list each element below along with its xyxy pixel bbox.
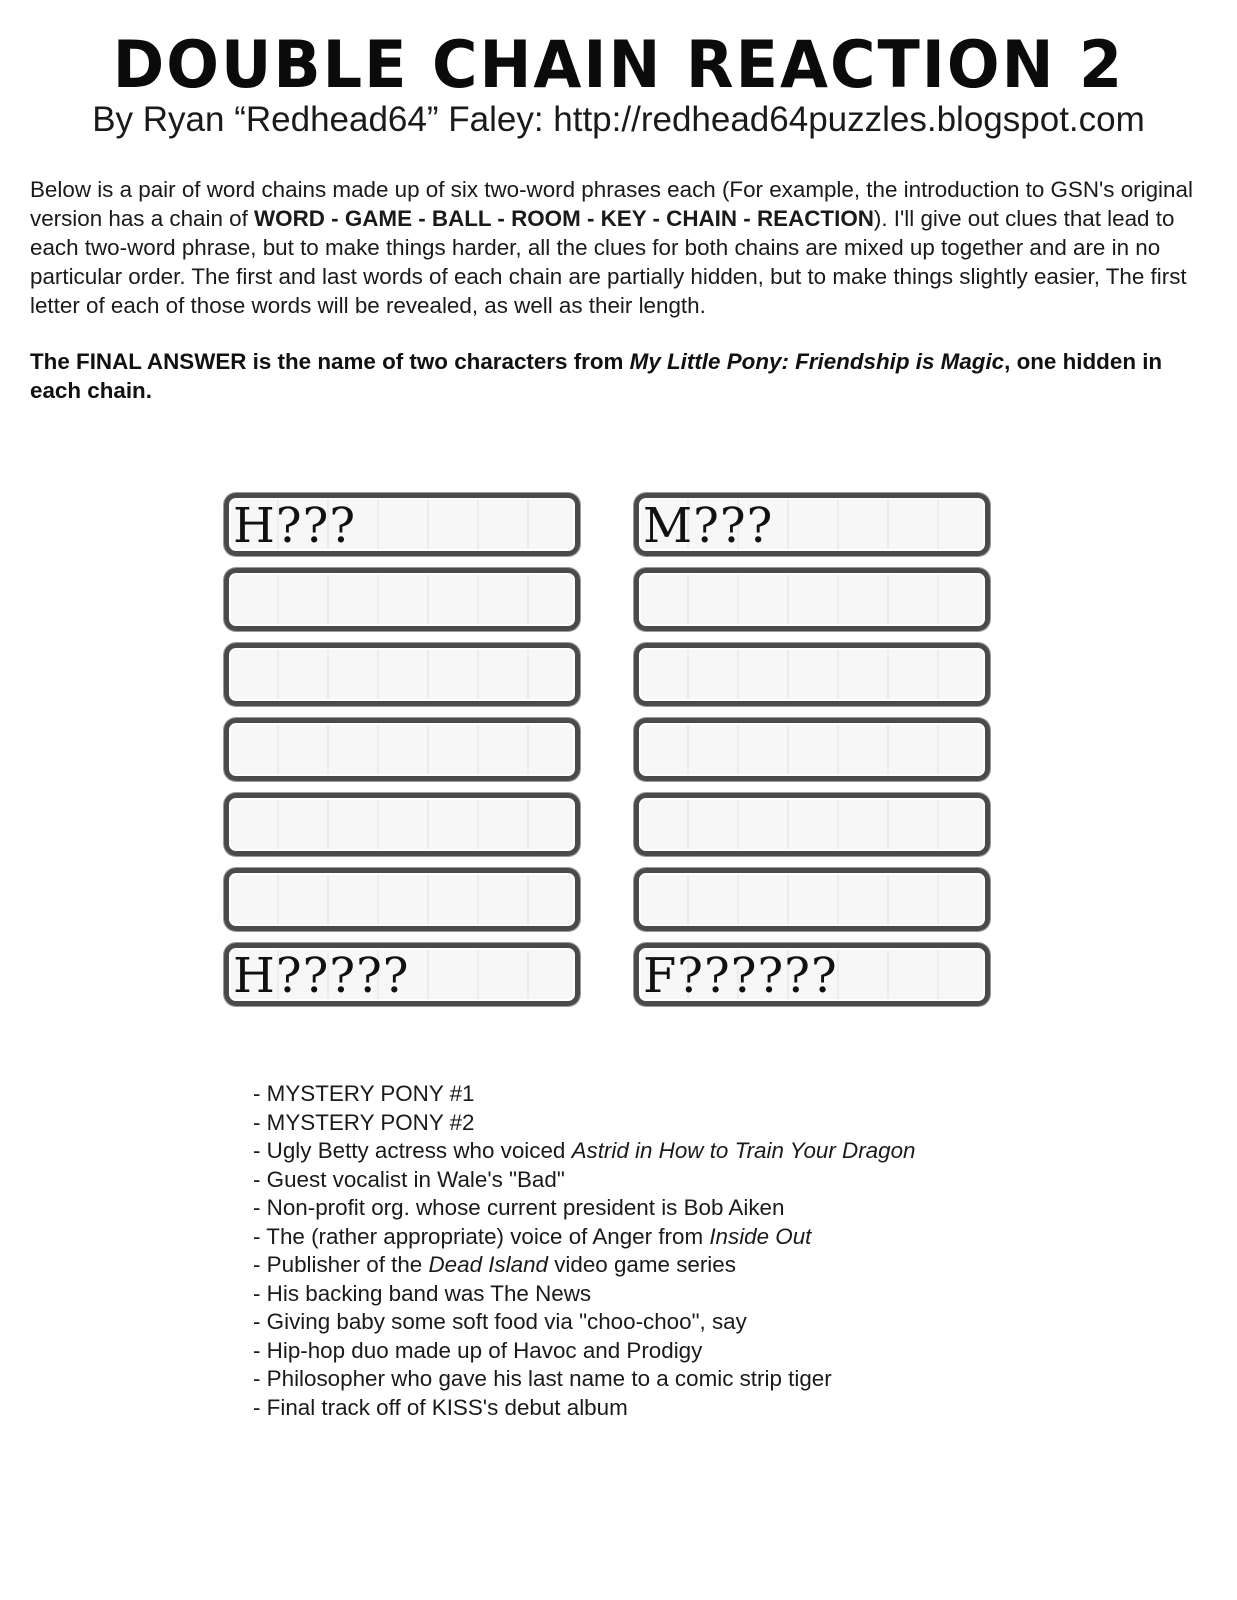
final-answer-text-1: The FINAL ANSWER is the name of two characters from (30, 349, 630, 374)
chain-right-slot-7[interactable] (634, 943, 990, 1006)
chain-left (224, 493, 580, 1018)
intro-text-2: ). I'll give out clues that lead to each two-word phrase, but to make things harder, all the clues for both chains are mixed up together and are in no particular order. The first and last words of each chain are partially hidden, but to make things slightly easier, The first letter of each of those words will be revealed, as well as their length. (30, 206, 1187, 318)
chain-left-slot-6[interactable] (224, 868, 580, 931)
final-answer-text-2: , one hidden in each chain. (30, 349, 1163, 403)
chain-left-slot-5[interactable] (224, 793, 580, 856)
chain-left-slot-3[interactable] (224, 643, 580, 706)
chain-right-slot-1[interactable] (634, 493, 990, 556)
chain-left-last-hint: H????? (233, 948, 410, 1004)
intro-text-1: Below is a pair of word chains made up of six two-word phrases each (For example, the introduction to GSN's original version has a chain of (30, 177, 1193, 231)
clue-list (253, 1080, 1153, 1422)
clue-item: - Final track off of KISS's debut album (253, 1394, 628, 1420)
clue-item: - Hip-hop duo made up of Havoc and Prodigy (253, 1337, 703, 1363)
clue-item: - Guest vocalist in Wale's "Bad" (253, 1166, 565, 1192)
chain-left-slot-7[interactable] (224, 943, 580, 1006)
chain-right (634, 493, 990, 1018)
final-answer-paragraph (30, 347, 1210, 405)
clue-item: - Giving baby some soft food via "choo-choo", say (253, 1309, 747, 1334)
clue-item: - His backing band was The News (253, 1280, 592, 1306)
chain-right-slot-3[interactable] (634, 643, 990, 706)
chain-left-slot-1[interactable] (224, 493, 580, 556)
byline: By Ryan “Redhead64” Faley: http://redhead64puzzles.blogspot.com (92, 100, 1145, 139)
clue-item: - MYSTERY PONY #1 (253, 1081, 475, 1106)
chain-left-slot-4[interactable] (224, 718, 580, 781)
clue-item: - Publisher of the Dead Island video game series (253, 1252, 736, 1277)
chain-right-slot-4[interactable] (634, 718, 990, 781)
chain-right-first-hint: M??? (643, 498, 774, 554)
chain-right-last-hint: F?????? (643, 948, 838, 1004)
clue-item: - The (rather appropriate) voice of Anger from Inside Out (253, 1223, 812, 1249)
chain-right-slot-2[interactable] (634, 568, 990, 631)
clue-item: - MYSTERY PONY #2 (253, 1109, 475, 1135)
chain-left-first-hint: H??? (233, 498, 357, 554)
chain-right-slot-6[interactable] (634, 868, 990, 931)
clue-item: - Non-profit org. whose current president is Bob Aiken (253, 1195, 785, 1220)
show-title: My Little Pony: Friendship is Magic (629, 349, 1005, 374)
clue-item: - Philosopher who gave his last name to a comic strip tiger (253, 1366, 832, 1391)
intro-paragraph (30, 175, 1210, 320)
chain-left-slot-2[interactable] (224, 568, 580, 631)
page-title: DOUBLE CHAIN REACTION 2 (112, 26, 1125, 103)
clue-item: - Ugly Betty actress who voiced Astrid in How to Train Your Dragon (253, 1138, 916, 1163)
example-chain: WORD - GAME - BALL - ROOM - KEY - CHAIN - REACTION (254, 206, 874, 231)
chain-right-slot-5[interactable] (634, 793, 990, 856)
